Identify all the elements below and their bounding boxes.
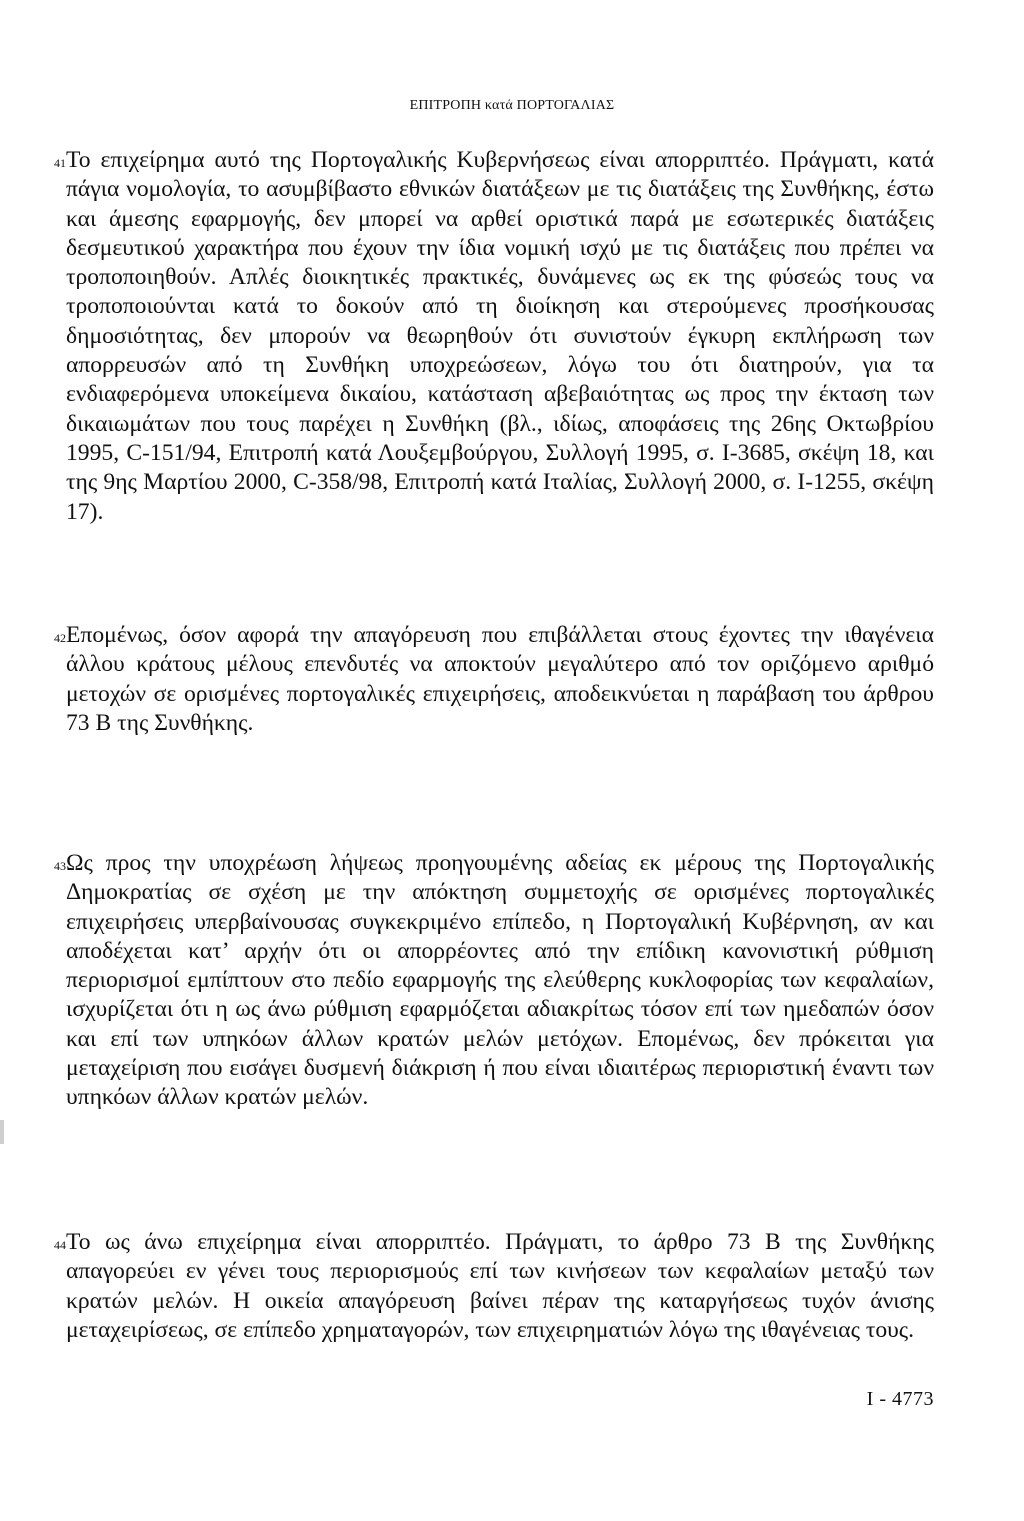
- paragraph-text: Το επιχείρημα αυτό της Πορτογαλικής Κυβερνήσεως είναι απορριπτέο. Πράγματι, κατά πάγια νομολογία, το ασυμβίβαστο εθνικών διατάξεων με τις διατάξεις της Συνθήκης, έστω και άμεσης εφαρμογής, δεν μπορεί να αρθεί οριστικά παρά με εσωτερικές διατάξεις δεσμευτικού χαρακτήρα που έχουν την ίδια νομική ισχύ με τις διατάξεις που πρέπει να τροποποιηθούν. Απλές διοικητικές πρακτικές, δυνάμενες ως εκ της φύσεώς τους να τροποποιούνται κατά το δοκούν από τη διοίκηση και στερούμενες προσήκουσας δημοσιότητας, δεν μπορούν να θεωρηθούν ότι συνιστούν έγκυρη εκπλήρωση των απορρευσών από τη Συνθήκη υποχρεώσεων, λόγω του ότι διατηρούν, για τα ενδιαφερόμενα υποκείμενα δικαίου, κατάσταση αβεβαιότητας ως προς την έκταση των δικαιωμάτων που τους παρέχει η Συνθήκη (βλ., ιδίως, αποφάσεις της 26ης Οκτωβρίου 1995, C-151/94, Επιτροπή κατά Λουξεμβούργου, Συλλογή 1995, σ. I-3685, σκέψη 18, και της 9ης Μαρτίου 2000, C-358/98, Επιτροπή κατά Ιταλίας, Συλλογή 2000, σ. I-1255, σκέψη 17).: [66, 147, 934, 525]
- paragraph-text: Επομένως, όσον αφορά την απαγόρευση που επιβάλλεται στους έχοντες την ιθαγένεια άλλου κράτους μέλους επενδυτές να αποκτούν μεγαλύτερο από τον οριζόμενο αριθμό μετοχών σε ορισμένες πορτογαλικές επιχειρήσεις, αποδεικνύεται η παράβαση του άρθρου 73 Β της Συνθήκης.: [66, 622, 934, 736]
- paragraph-number: 42: [54, 631, 66, 645]
- paragraph-number: 44: [54, 1238, 66, 1252]
- paragraph-number: 43: [54, 859, 66, 873]
- page-number: I - 4773: [866, 1388, 934, 1410]
- running-header: ΕΠΙΤΡΟΠΗ κατά ΠΟΡΤΟΓΑΛΙΑΣ: [409, 98, 615, 113]
- paragraph-text: Το ως άνω επιχείρημα είναι απορριπτέο. Πράγματι, το άρθρο 73 Β της Συνθήκης απαγορεύει εν γένει τους περιορισμούς επί των κινήσεων των κεφαλαίων μεταξύ των κρατών μελών. Η οικεία απαγόρευση βαίνει πέραν της καταργήσεως τυχόν άνισης μεταχειρίσεως, σε επίπεδο χρηματαγορών, των επιχειρηματιών λόγω της ιθαγένειας τους.: [66, 1229, 934, 1343]
- scan-margin-mark: [0, 1120, 4, 1144]
- paragraph-number: 41: [54, 156, 66, 170]
- paragraph-text: Ως προς την υποχρέωση λήψεως προηγουμένης αδείας εκ μέρους της Πορτογαλικής Δημοκρατίας σε σχέση με την απόκτηση συμμετοχής σε ορισμένες πορτογαλικές επιχειρήσεις υπερβαίνουσας συγκεκριμένο επίπεδο, η Πορτογαλική Κυβέρνηση, αν και αποδέχεται κατ’ αρχήν ότι οι απορρέοντες από την επίδικη κανονιστική ρύθμιση περιορισμοί εμπίπτουν στο πεδίο εφαρμογής της ελεύθερης κυκλοφορίας των κεφαλαίων, ισχυρίζεται ότι η ως άνω ρύθμιση εφαρμόζεται αδιακρίτως τόσον επί των ημεδαπών όσον και επί των υπηκόων άλλων κρατών μελών μετόχων. Επομένως, δεν πρόκειται για μεταχείριση που εισάγει δυσμενή διάκριση ή που είναι ιδιαιτέρως περιοριστική έναντι των υπηκόων άλλων κρατών μελών.: [66, 850, 934, 1111]
